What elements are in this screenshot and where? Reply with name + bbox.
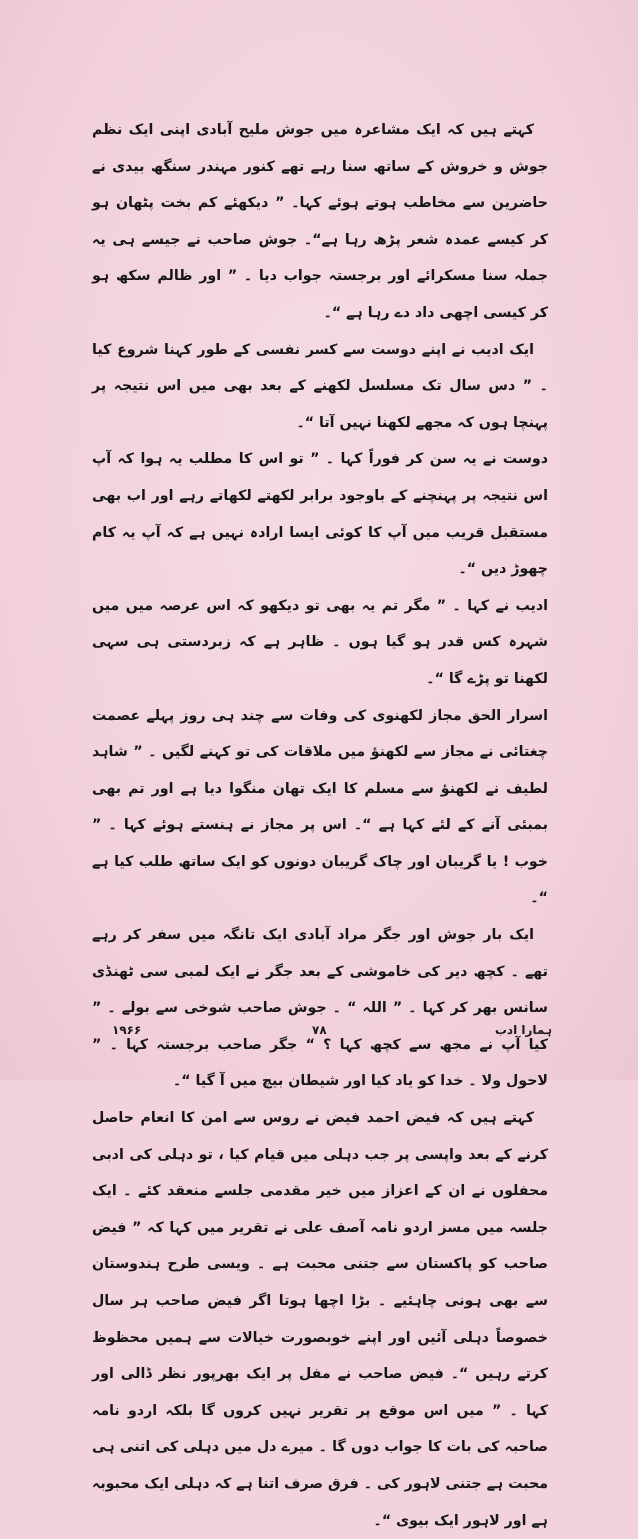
page-body-text: [92, 112, 548, 1539]
anecdote-josh-jigar: ایک بار جوش اور جگر مراد آبادی ایک تانگہ میں سفر کر رہے تھے ۔ کچھ دیر کی خاموشی کے بعد جگر نے ایک لمبی سی ٹھنڈی سانس بھر کر کہا ۔ ” اللہ “ ۔ جوش صاحب شوخی سے بولے ۔ ” کیا آپ نے مجھ سے کچھ کہا ؟ “ جگر صاحب برجستہ کہا ۔ ” لاحول ولا ۔ خدا کو یاد کیا اور شیطان بیچ میں آ گیا “۔: [92, 927, 548, 1090]
footer-year: ۱۹۶۶: [112, 1023, 142, 1037]
page-footer: [112, 1023, 552, 1043]
anecdote-josh-bedi: کہتے ہیں کہ ایک مشاعرہ میں جوش ملیح آبادی اپنی ایک نظم جوش و خروش کے ساتھ سنا رہے تھے کنور مہندر سنگھ بیدی نے حاضرین سے مخاطب ہوتے ہوئے کہا۔ ” دیکھئے کم بخت پٹھان ہو کر کیسے عمدہ شعر پڑھ رہا ہے“۔ جوش صاحب نے جیسے ہی یہ جملہ سنا مسکرائے اور برجستہ جواب دیا ۔ ” اور ظالم سکھ ہو کر کیسی اچھی داد دے رہا ہے “۔: [92, 122, 548, 321]
anecdote-faiz-delhi: کہتے ہیں کہ فیض احمد فیض نے روس سے امن کا انعام حاصل کرنے کے بعد واپسی پر جب دہلی میں قیام کیا ، تو دہلی کی ادبی محفلوں نے ان کے اعزاز میں خیر مقدمی جلسے منعقد کئے ۔ ایک جلسہ میں مسز اردو نامہ آصف علی نے تقریر میں کہا کہ ” فیض صاحب کو پاکستان سے جتنی محبت ہے ۔ ویسی طرح ہندوستان سے بھی ہونی چاہئیے ۔ بڑا اچھا ہوتا اگر فیض صاحب ہر سال خصوصاً دہلی آئیں اور اپنے خوبصورت خیالات سے ہمیں محظوظ کرتے رہیں “۔ فیض صاحب نے مفل پر ایک بھرپور نظر ڈالی اور کہا ۔ ” میں اس موقع پر تقریر نہیں کروں گا بلکہ اردو نامہ صاحبہ کی بات کا جواب دوں گا ۔ میرے دل میں دہلی کی اتنی ہی محبت ہے جتنی لاہور کی ۔ فرق صرف اتنا ہے کہ دہلی ایک محبوبہ ہے اور لاہور ایک بیوی “۔: [92, 1110, 548, 1529]
footer-journal-name: ہمارا ادب: [494, 1023, 552, 1037]
anecdote-dost-reply: دوست نے یہ سن کر فوراً کہا ۔ ” تو اس کا مطلب یہ ہوا کہ آپ اس نتیجہ پر پہنچنے کے باوجود برابر لکھتے لکھاتے رہے اور اب بھی مستقبل قریب میں آپ کا کوئی ایسا ارادہ نہیں ہے کہ آپ یہ کام چھوڑ دیں “۔: [92, 451, 548, 578]
anecdote-adeeb-dost: ایک ادیب نے اپنے دوست سے کسر نفسی کے طور کہنا شروع کیا ۔ ” دس سال تک مسلسل لکھنے کے بعد بھی میں اس نتیجہ پر پہنچا ہوں کہ مجھے لکھنا نہیں آتا “۔: [92, 341, 548, 431]
anecdote-adeeb-reply: ادیب نے کہا ۔ ” مگر تم یہ بھی تو دیکھو کہ اس عرصہ میں میں شہرہ کس قدر ہو گیا ہوں ۔ ظاہر ہے کہ زبردستی ہی سہی لکھنا تو پڑے گا “۔: [92, 597, 548, 687]
footer-page-number: ۷۸: [312, 1023, 327, 1037]
anecdote-majaz-ismat: اسرار الحق مجاز لکھنوی کی وفات سے چند ہی روز پہلے عصمت چغتائی نے مجاز سے لکھنؤ میں ملاقات کی تو کہنے لگیں ۔ ” شاہد لطیف نے لکھنؤ سے مسلم کا ایک تھان منگوا دیا ہے اور تم بھی بمبئی آنے کے لئے کہا ہے “۔ اس پر مجاز نے ہنستے ہوئے کہا ۔ ” خوب ! یا گریبان اور چاک گریبان دونوں کو ایک ساتھ طلب کیا ہے “۔: [92, 707, 548, 907]
